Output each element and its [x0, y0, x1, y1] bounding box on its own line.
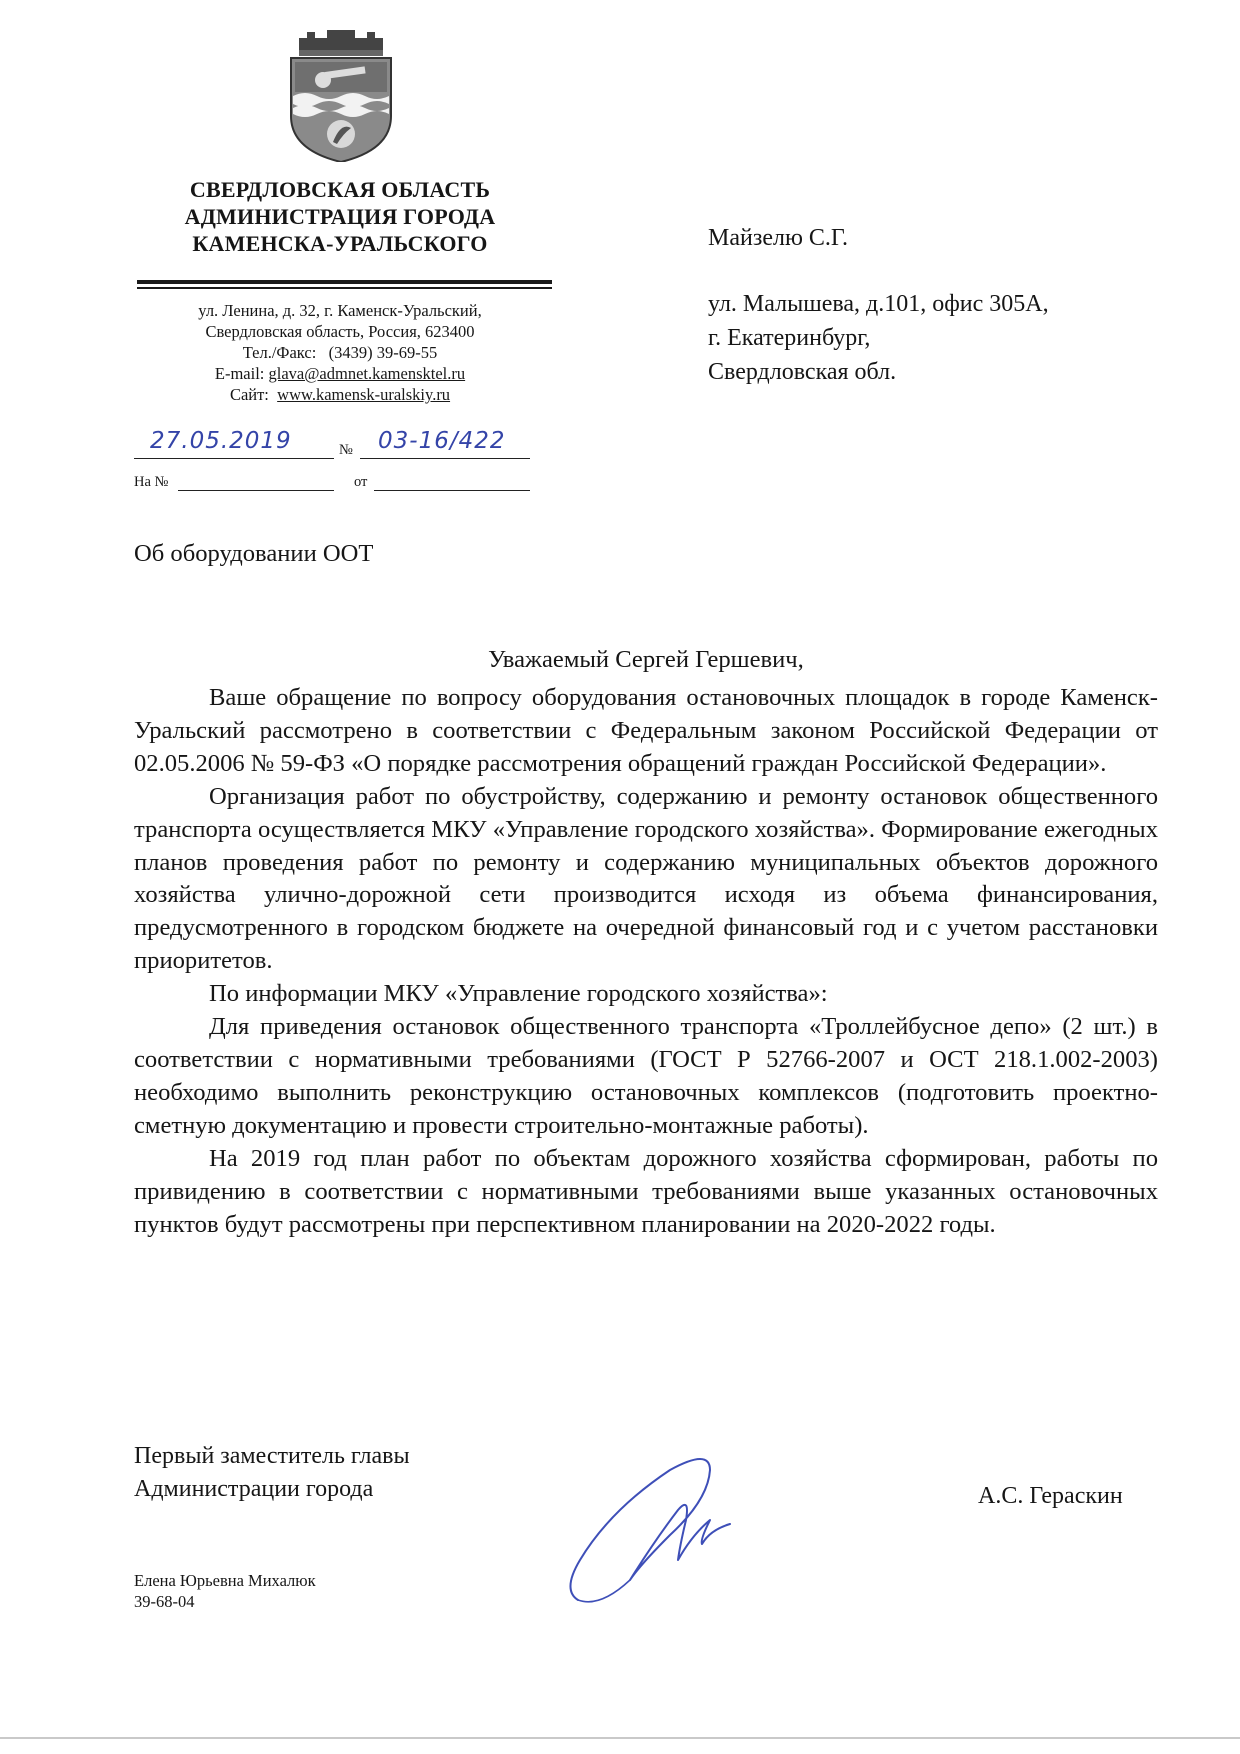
org-region: СВЕРДЛОВСКАЯ ОБЛАСТЬ: [189, 177, 491, 202]
registration-number: 03-16/422: [378, 428, 506, 454]
org-address-line2: Свердловская область, Россия, 623400: [205, 322, 475, 341]
executor-info: [134, 1570, 316, 1612]
letter-body: [134, 682, 1158, 1241]
registration-date: 27.05.2019: [150, 428, 292, 454]
recipient-address-line2: г. Екатеринбург,: [708, 325, 871, 351]
body-paragraph-4: Для приведения остановок общественного транспорта «Троллейбусное депо» (2 шт.) в соответствии с нормативными требованиями (ГОСТ Р 52766-2007 и ОСТ 218.1.002-2003) необходимо выполнить реконструкцию остановочных комплексов (подготовить проектно-сметную документацию и провести строительно-монтажные работы).: [134, 1013, 1158, 1139]
phone-label: Тел./Факс:: [242, 343, 317, 362]
signatory-position-line2: Администрации города: [134, 1476, 374, 1502]
body-paragraph-2: Организация работ по обустройству, содержанию и ремонту остановок общественного транспорта осуществляется МКУ «Управление городского хозяйства». Формирование ежегодных планов проведения работ по ремонту и содержанию муниципальных объектов дорожного хозяйства улично-дорожной сети производится исходя из объема финансирования, предусмотренного в городском бюджете на очередной финансовый год и с учетом расстановки приоритетов.: [134, 782, 1158, 975]
signatory-name: А.С. Гераскин: [978, 1483, 1123, 1509]
org-website: [140, 384, 540, 405]
org-name-line2: КАМЕНСКА-УРАЛЬСКОГО: [192, 231, 488, 256]
body-paragraph-1: Ваше обращение по вопросу оборудования остановочных площадок в городе Каменск-Уральский рассмотрено в соответствии с Федеральным законом Российской Федерации от 02.05.2006 № 59-ФЗ «О порядке рассмотрения обращений граждан Российской Федерации».: [134, 684, 1158, 777]
website-link[interactable]: www.kamensk-uralskiy.ru: [277, 385, 451, 404]
page-edge: [0, 1737, 1240, 1739]
org-name-line1: АДМИНИСТРАЦИЯ ГОРОДА: [184, 204, 496, 229]
reply-from-underline: [374, 490, 530, 491]
phone-value: (3439) 39-69-55: [328, 343, 438, 362]
recipient-address-line1: ул. Малышева, д.101, офис 305А,: [708, 291, 1049, 317]
body-paragraph-5: На 2019 год план работ по объектам дорожного хозяйства сформирован, работы по привидению в соответствии с нормативными требованиями выше указанных остановочных пунктов будут рассмотрены при перспективном планировании на 2020-2022 годы.: [134, 1144, 1158, 1238]
header-rule-thin: [137, 287, 552, 289]
signatory-position-line1: Первый заместитель главы: [134, 1443, 410, 1469]
salutation: Уважаемый Сергей Гершевич,: [488, 646, 804, 673]
body-paragraph-3: По информации МКУ «Управление городского хозяйства»:: [209, 980, 828, 1008]
reply-to-underline: [178, 490, 334, 491]
email-label: E-mail:: [214, 364, 265, 383]
date-underline: [134, 458, 334, 459]
header-rule-thick: [137, 280, 552, 284]
letter-subject: Об оборудовании ООТ: [134, 540, 374, 567]
recipient-name: Майзелю С.Г.: [708, 225, 849, 251]
email-link[interactable]: glava@admnet.kamensktel.ru: [268, 364, 466, 383]
executor-phone: 39-68-04: [134, 1592, 195, 1611]
reply-to-label: На №: [134, 474, 169, 490]
coat-of-arms-emblem: [285, 30, 397, 162]
site-label: Сайт:: [229, 385, 269, 404]
handwritten-signature: [560, 1440, 760, 1610]
org-email: [140, 363, 540, 384]
executor-name: Елена Юрьевна Михалюк: [134, 1571, 316, 1590]
org-phone: [140, 342, 540, 363]
recipient-address-line3: Свердловская обл.: [708, 359, 897, 385]
registration-number-label: №: [339, 442, 353, 458]
number-underline: [360, 458, 530, 459]
org-address-line1: ул. Ленина, д. 32, г. Каменск-Уральский,: [198, 301, 482, 320]
reply-from-label: от: [354, 474, 368, 490]
signatory-position: [134, 1440, 410, 1506]
